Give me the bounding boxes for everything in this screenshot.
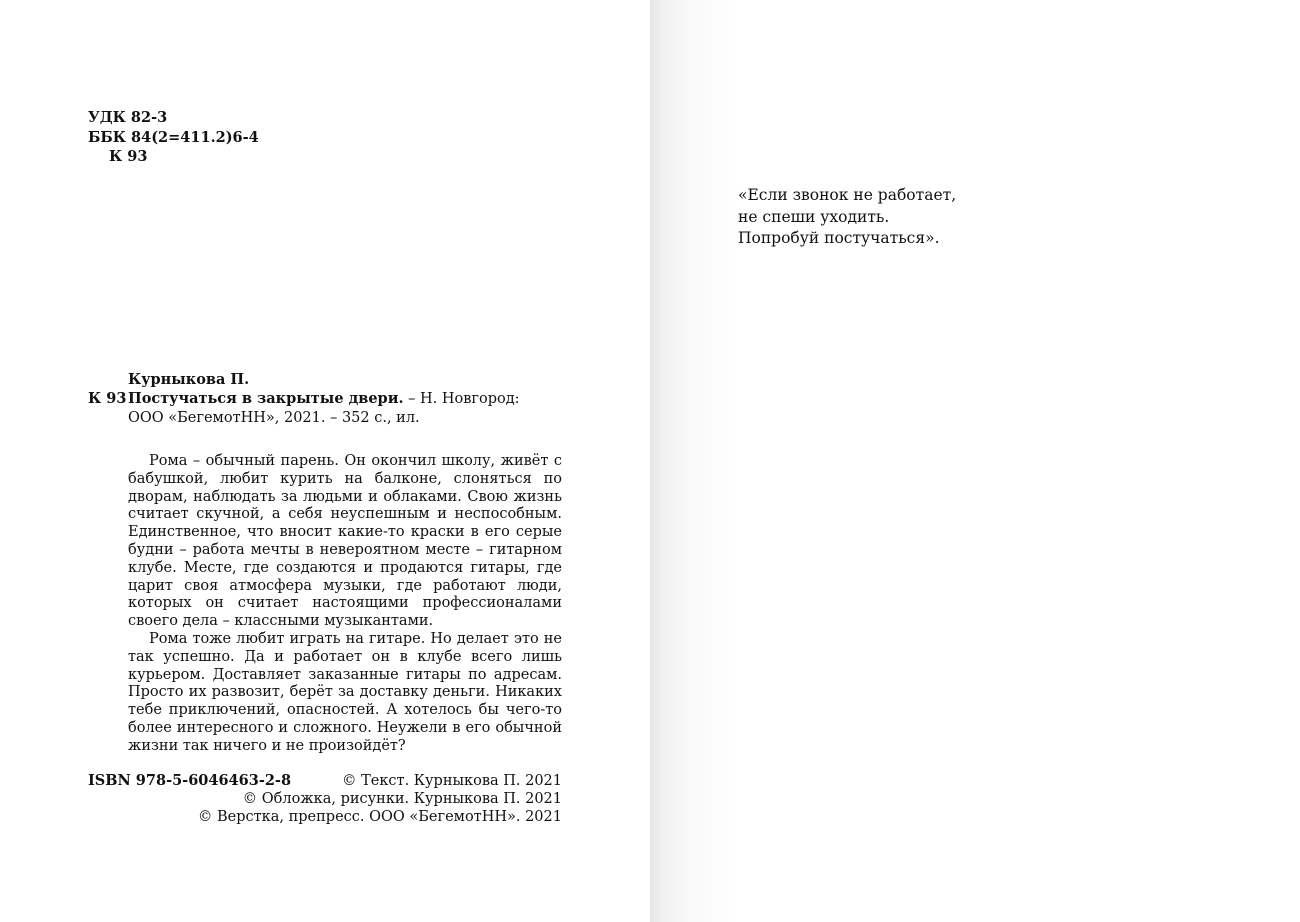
classification-block xyxy=(88,108,259,167)
annotation-paragraph: Рома тоже любит играть на гитаре. Но делает это не так успешно. Да и работает он в клубе всего лишь курьером. Доставляет заказанные гитары по адресам. Просто их развозит, берёт за доставку деньги. Никаких тебе приключений, опасностей. А хотелось бы чего-то более интересного и сложного. Неужели в его обычной жизни так ничего и не произойдёт? xyxy=(128,630,562,754)
biblio-place: – Н. Новгород: xyxy=(403,391,520,407)
biblio-author: Курныкова П. xyxy=(128,371,250,388)
copyright-list xyxy=(198,772,562,826)
biblio-publisher: ООО «БегемотНН», 2021. – 352 с., ил. xyxy=(128,410,420,426)
epigraph-line: «Если звонок не работает, xyxy=(738,186,957,204)
copyright-line: © Обложка, рисунки. Курныкова П. 2021 xyxy=(242,791,562,807)
epigraph-line: не спеши уходить. xyxy=(738,207,890,226)
bibliographic-record xyxy=(88,370,568,428)
udk-code: УДК 82-3 xyxy=(88,109,168,126)
copyright-line: © Текст. Курныкова П. 2021 xyxy=(342,773,562,789)
epigraph-line: Попробуй постучаться». xyxy=(738,229,940,247)
bbk-code: ББК 84(2=411.2)6-4 xyxy=(88,128,259,146)
epigraph xyxy=(738,185,956,250)
biblio-code: К 93 xyxy=(88,390,127,407)
copyright-line: © Верстка, препресс. ООО «БегемотНН». 2021 xyxy=(197,809,562,825)
annotation-paragraph: Рома – обычный парень. Он окончил школу, живёт с бабушкой, любит курить на балконе, слоняться по дворам, наблюдать за людьми и облаками. Свою жизнь считает скучной, а себя неуспешным и неспособным. Единственное, что вносит какие-то краски в его серые будни – работа мечты в невероятном месте – гитарном клубе. Месте, где создаются и продаются гитары, где царит своя атмосфера музыки, где работают люди, которых он считает настоящими профессионалами своего дела – классными музыкантами. xyxy=(128,453,562,630)
right-page xyxy=(650,0,1300,922)
author-mark: К 93 xyxy=(109,148,148,165)
isbn: ISBN 978-5-6046463-2-8 xyxy=(88,772,292,789)
biblio-title: Постучаться в закрытые двери. xyxy=(128,390,404,407)
annotation xyxy=(128,453,562,756)
